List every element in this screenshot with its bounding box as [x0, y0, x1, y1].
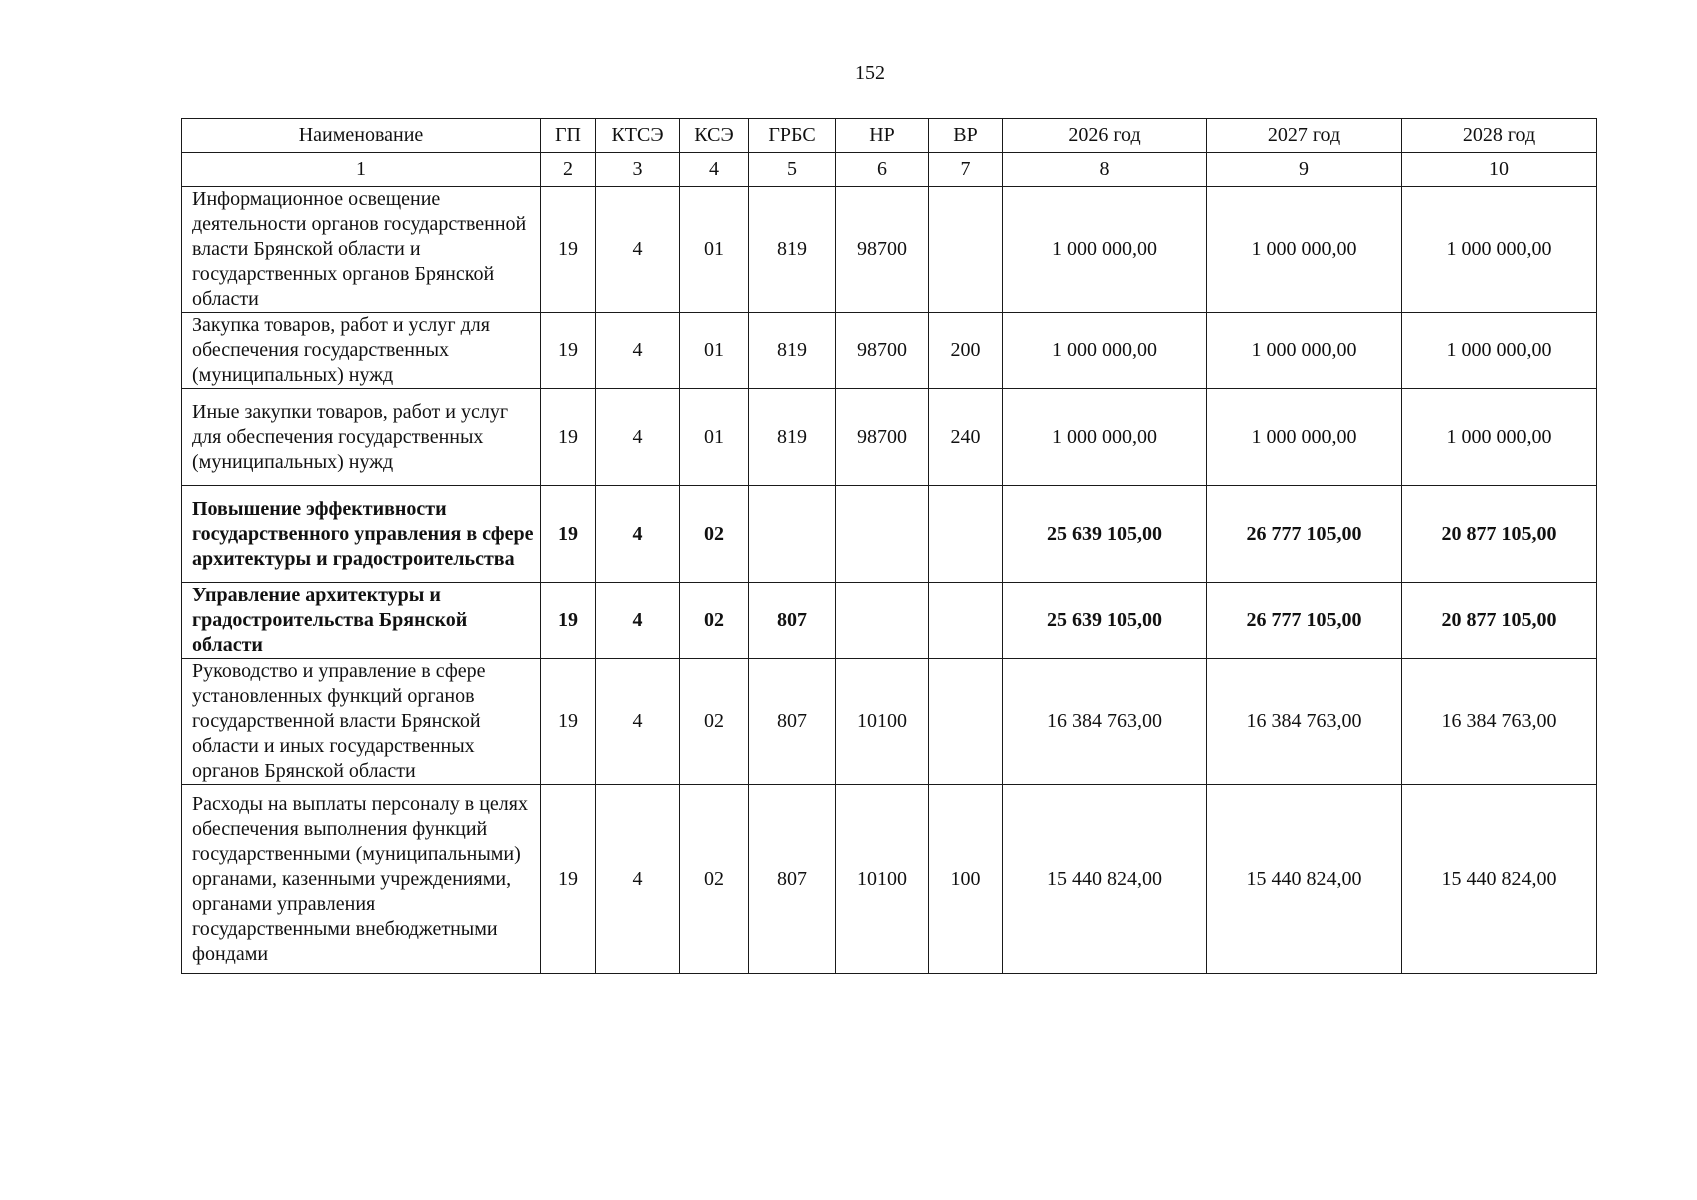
- cell-name: Информационное освещение деятельности органов государственной власти Брянской области и государственных органов Брянской области: [182, 187, 541, 313]
- cell-vr: [929, 486, 1003, 583]
- cell-gp: 19: [541, 583, 596, 659]
- cell-kse: 01: [680, 313, 749, 389]
- cell-vr: 200: [929, 313, 1003, 389]
- cell-kse: 02: [680, 583, 749, 659]
- cell-vr: [929, 583, 1003, 659]
- column-number: 1: [182, 153, 541, 187]
- cell-nr: 10100: [836, 785, 929, 974]
- cell-grbs: 819: [749, 313, 836, 389]
- cell-2026: 25 639 105,00: [1003, 486, 1207, 583]
- cell-2028: 20 877 105,00: [1402, 486, 1597, 583]
- cell-2026: 15 440 824,00: [1003, 785, 1207, 974]
- cell-gp: 19: [541, 313, 596, 389]
- cell-kse: 02: [680, 785, 749, 974]
- column-number: 3: [596, 153, 680, 187]
- column-number: 10: [1402, 153, 1597, 187]
- header-cell-2026: 2026 год: [1003, 119, 1207, 153]
- cell-kse: 02: [680, 659, 749, 785]
- cell-ktse: 4: [596, 313, 680, 389]
- cell-2027: 16 384 763,00: [1207, 659, 1402, 785]
- cell-2026: 25 639 105,00: [1003, 583, 1207, 659]
- cell-ktse: 4: [596, 583, 680, 659]
- cell-2026: 1 000 000,00: [1003, 187, 1207, 313]
- table-row: [182, 659, 1597, 785]
- cell-gp: 19: [541, 389, 596, 486]
- table-row: [182, 187, 1597, 313]
- column-number: 8: [1003, 153, 1207, 187]
- column-number: 9: [1207, 153, 1402, 187]
- table-row: [182, 785, 1597, 974]
- header-cell-name: Наименование: [182, 119, 541, 153]
- budget-table: [181, 118, 1597, 974]
- column-number: 6: [836, 153, 929, 187]
- cell-vr: 240: [929, 389, 1003, 486]
- cell-gp: 19: [541, 187, 596, 313]
- cell-gp: 19: [541, 659, 596, 785]
- cell-kse: 01: [680, 187, 749, 313]
- header-cell-2027: 2027 год: [1207, 119, 1402, 153]
- column-number: 4: [680, 153, 749, 187]
- cell-nr: 98700: [836, 187, 929, 313]
- cell-nr: [836, 583, 929, 659]
- header-cell-2028: 2028 год: [1402, 119, 1597, 153]
- header-cell-kse: КСЭ: [680, 119, 749, 153]
- column-number: 2: [541, 153, 596, 187]
- header-cell-grbs: ГРБС: [749, 119, 836, 153]
- column-number-row: [182, 153, 1597, 187]
- cell-name: Иные закупки товаров, работ и услуг для обеспечения государственных (муниципальных) нужд: [182, 389, 541, 486]
- cell-grbs: [749, 486, 836, 583]
- column-number: 7: [929, 153, 1003, 187]
- cell-2028: 1 000 000,00: [1402, 187, 1597, 313]
- cell-2027: 15 440 824,00: [1207, 785, 1402, 974]
- cell-2028: 1 000 000,00: [1402, 389, 1597, 486]
- page-number: 152: [855, 62, 885, 84]
- header-cell-nr: НР: [836, 119, 929, 153]
- cell-nr: [836, 486, 929, 583]
- cell-gp: 19: [541, 486, 596, 583]
- cell-grbs: 807: [749, 583, 836, 659]
- header-cell-vr: ВР: [929, 119, 1003, 153]
- cell-grbs: 807: [749, 785, 836, 974]
- cell-ktse: 4: [596, 659, 680, 785]
- cell-nr: 98700: [836, 313, 929, 389]
- cell-vr: [929, 187, 1003, 313]
- cell-2027: 26 777 105,00: [1207, 583, 1402, 659]
- cell-2028: 1 000 000,00: [1402, 313, 1597, 389]
- cell-2026: 16 384 763,00: [1003, 659, 1207, 785]
- cell-2027: 26 777 105,00: [1207, 486, 1402, 583]
- table-row: [182, 486, 1597, 583]
- cell-2028: 15 440 824,00: [1402, 785, 1597, 974]
- header-cell-ktse: КТСЭ: [596, 119, 680, 153]
- cell-kse: 01: [680, 389, 749, 486]
- table-row: [182, 583, 1597, 659]
- header-cell-gp: ГП: [541, 119, 596, 153]
- column-number: 5: [749, 153, 836, 187]
- cell-grbs: 807: [749, 659, 836, 785]
- cell-2028: 16 384 763,00: [1402, 659, 1597, 785]
- cell-2026: 1 000 000,00: [1003, 313, 1207, 389]
- cell-ktse: 4: [596, 785, 680, 974]
- cell-2027: 1 000 000,00: [1207, 187, 1402, 313]
- cell-gp: 19: [541, 785, 596, 974]
- cell-ktse: 4: [596, 389, 680, 486]
- table-row: [182, 389, 1597, 486]
- header-row: [182, 119, 1597, 153]
- cell-name: Повышение эффективности государственного управления в сфере архитектуры и градостроительства: [182, 486, 541, 583]
- table-row: [182, 313, 1597, 389]
- cell-2028: 20 877 105,00: [1402, 583, 1597, 659]
- cell-2026: 1 000 000,00: [1003, 389, 1207, 486]
- cell-vr: [929, 659, 1003, 785]
- cell-2027: 1 000 000,00: [1207, 389, 1402, 486]
- cell-kse: 02: [680, 486, 749, 583]
- cell-ktse: 4: [596, 187, 680, 313]
- cell-2027: 1 000 000,00: [1207, 313, 1402, 389]
- cell-ktse: 4: [596, 486, 680, 583]
- cell-name: Расходы на выплаты персоналу в целях обеспечения выполнения функций государственными (муниципальными) органами, казенными учреждениями, органами управления государственными внебюджетными фондами: [182, 785, 541, 974]
- cell-name: Руководство и управление в сфере установленных функций органов государственной власти Брянской области и иных государственных органов Брянской области: [182, 659, 541, 785]
- cell-nr: 10100: [836, 659, 929, 785]
- cell-nr: 98700: [836, 389, 929, 486]
- cell-name: Закупка товаров, работ и услуг для обеспечения государственных (муниципальных) нужд: [182, 313, 541, 389]
- cell-vr: 100: [929, 785, 1003, 974]
- cell-grbs: 819: [749, 389, 836, 486]
- cell-grbs: 819: [749, 187, 836, 313]
- cell-name: Управление архитектуры и градостроительства Брянской области: [182, 583, 541, 659]
